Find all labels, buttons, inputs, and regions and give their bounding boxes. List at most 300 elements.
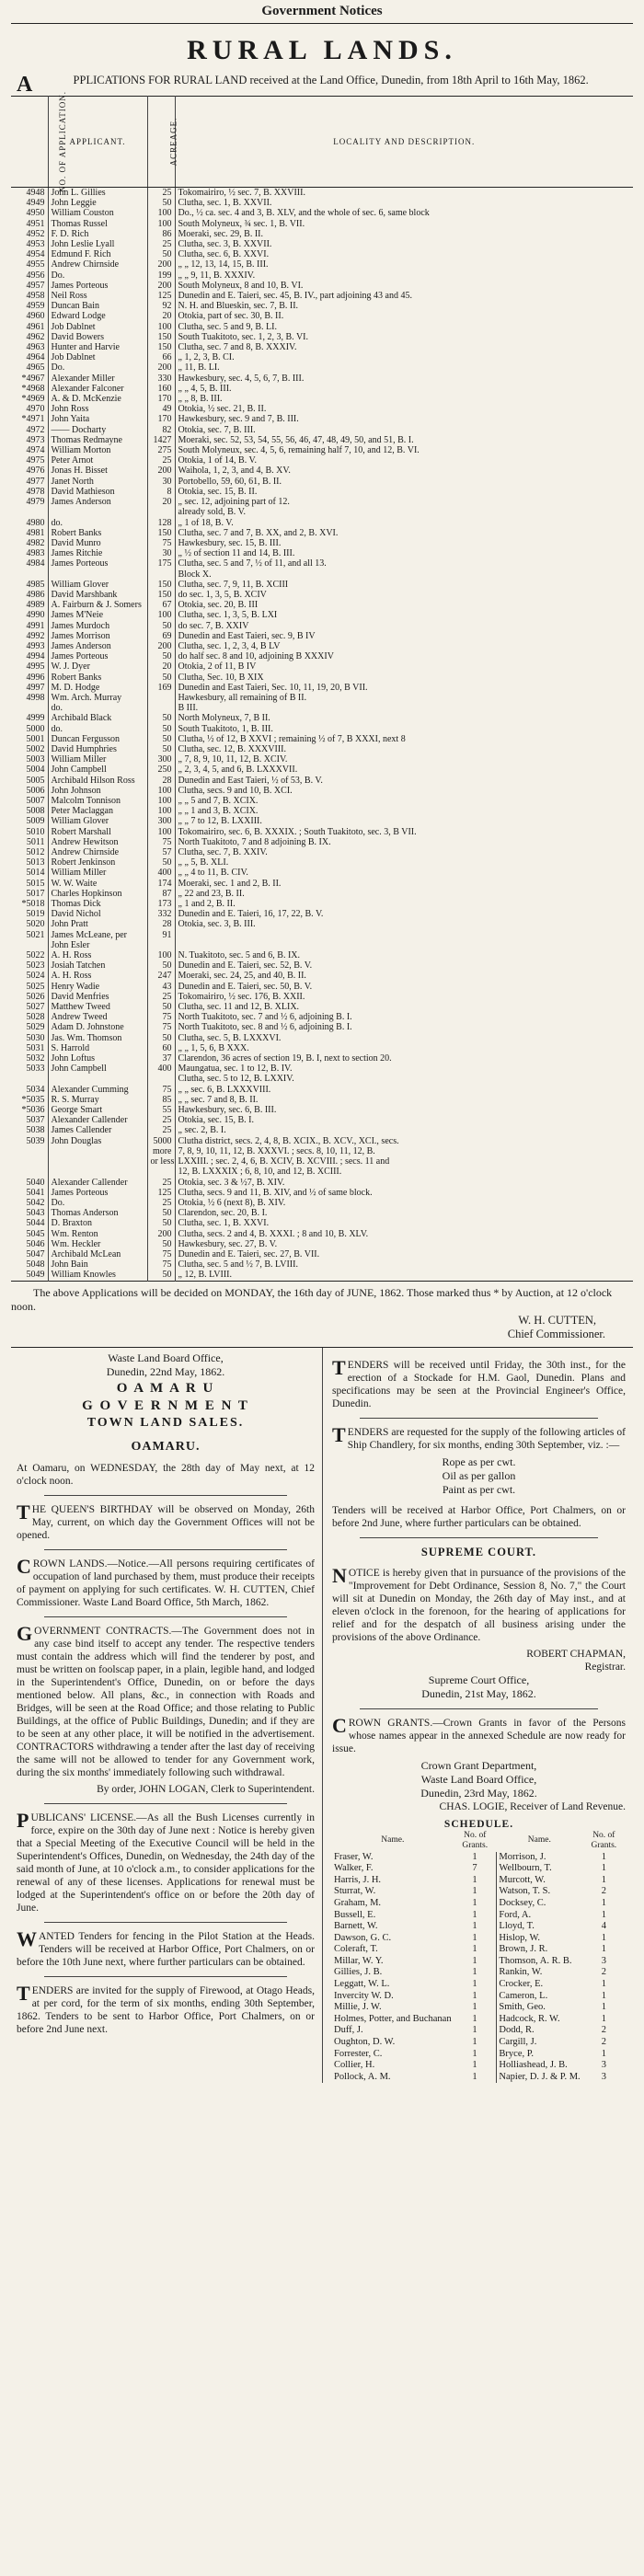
table-row bbox=[11, 816, 633, 826]
applicant-name: David Mathieson bbox=[48, 487, 147, 497]
application-no: 5038 bbox=[26, 1125, 45, 1136]
application-no: 4976 bbox=[26, 466, 45, 477]
acreage: 150 bbox=[147, 590, 175, 600]
acreage bbox=[147, 569, 175, 580]
table-row bbox=[11, 930, 633, 940]
application-no bbox=[11, 1074, 48, 1084]
grant-count: 1 bbox=[601, 2048, 606, 2059]
acreage: 50 bbox=[147, 1002, 175, 1012]
grantee-name: Barnett, W. bbox=[334, 1921, 378, 1932]
schedule-row bbox=[332, 2072, 626, 2084]
grantee-name: Smith, Geo. bbox=[497, 2002, 582, 2014]
applicant-name: Jas. Wm. Thomson bbox=[48, 1033, 147, 1043]
grantee-name: Graham, M. bbox=[334, 1897, 382, 1908]
applicant-name: D. Braxton bbox=[48, 1218, 147, 1228]
locality: „ „ 7 to 12, B. LXXIII. bbox=[175, 816, 633, 826]
schedule-header: Name. bbox=[381, 1835, 405, 1846]
grant-count: 2 bbox=[601, 1886, 606, 1897]
application-no: 5009 bbox=[26, 816, 45, 827]
chandlery-item: Rope as per cwt. bbox=[442, 1455, 516, 1468]
grant-count: 1 bbox=[472, 2025, 477, 2036]
application-no: 4950 bbox=[26, 208, 45, 219]
applicant-name: John Loftus bbox=[48, 1053, 147, 1064]
application-no: 5010 bbox=[26, 826, 45, 837]
acreage: 55 bbox=[147, 1105, 175, 1115]
application-no: 5023 bbox=[26, 960, 45, 972]
locality: Dunedin and East Taieri, sec. 9, B IV bbox=[175, 631, 633, 641]
grantee-name: Collier, H. bbox=[334, 2060, 375, 2071]
grant-count: 1 bbox=[472, 1851, 477, 1862]
application-no: 4956 bbox=[26, 270, 45, 281]
acreage: 170 bbox=[147, 394, 175, 404]
applicant-name: Alexander Cumming bbox=[48, 1085, 147, 1095]
acreage: 200 bbox=[147, 259, 175, 270]
applicant-name: William Miller bbox=[48, 754, 147, 765]
application-no: 4954 bbox=[26, 249, 45, 260]
acreage: more bbox=[147, 1146, 175, 1156]
grant-count: 1 bbox=[601, 1944, 606, 1955]
acreage: 25 bbox=[147, 1178, 175, 1188]
table-row bbox=[11, 1208, 633, 1218]
locality: Moeraki, sec. 52, 53, 54, 55, 56, 46, 47, 48, 49, 50, and 51, B. I. bbox=[175, 435, 633, 445]
commissioner-signature bbox=[11, 1313, 605, 1341]
applicant-name: Duncan Fergusson bbox=[48, 734, 147, 744]
locality: Tokomairiro, ½ sec. 176, B. XXII. bbox=[175, 992, 633, 1002]
locality: Dunedin and E. Taieri, sec. 52, B. V. bbox=[175, 960, 633, 971]
acreage bbox=[147, 940, 175, 950]
locality: Otokia, sec. 3 & ½7, B. XIV. bbox=[175, 1178, 633, 1188]
grants-office-1: Crown Grant Department, bbox=[420, 1758, 537, 1772]
locality: „ „ 4, 5, B. III. bbox=[175, 384, 633, 394]
application-no: 4973 bbox=[26, 434, 45, 445]
table-row bbox=[11, 425, 633, 435]
grant-count: 1 bbox=[472, 1944, 477, 1955]
applicant-name: James M'Neie bbox=[48, 610, 147, 620]
table-row bbox=[11, 558, 633, 569]
schedule-table bbox=[332, 1830, 626, 2084]
applicant-name: do. bbox=[48, 518, 147, 528]
decision-note: The above Applications will be decided on MONDAY, the 16th day of JUNE, 1862. Those marked thus * by Auction, at 12 o'clock noon. bbox=[11, 1285, 613, 1313]
grant-count: 3 bbox=[601, 1955, 606, 1966]
schedule-row bbox=[332, 1886, 626, 1898]
applicant-name: William Miller bbox=[48, 868, 147, 878]
applicant-name: M. D. Hodge bbox=[48, 683, 147, 693]
header-locality: LOCALITY AND DESCRIPTION. bbox=[175, 97, 633, 188]
locality: South Molyneux, ¾ sec. 1, B. VII. bbox=[175, 219, 633, 229]
locality: Clutha, sec. 1, 3, 5, B. LXI bbox=[175, 610, 633, 620]
locality: Dunedin and E. Taieri, 16, 17, 22, B. V. bbox=[175, 909, 633, 919]
locality: South Molyneux, sec. 4, 5, 6, remaining half 7, 10, and 12, B. VI. bbox=[175, 445, 633, 455]
header-acreage: ACREAGE. bbox=[147, 97, 175, 188]
applicant-name: Do. bbox=[48, 1198, 147, 1208]
applicant-name bbox=[48, 1074, 147, 1084]
wanted-notice: WANTED Tenders for fencing in the Pilot Station at the Heads. Tenders will be received at Harbor Office, Port Chalmers, on or before the 10th June next, where further particulars can be obtained. bbox=[17, 1926, 315, 1968]
table-row bbox=[11, 776, 633, 786]
applicant-name: David Humphries bbox=[48, 744, 147, 754]
applicant-name: Alexander Miller bbox=[48, 374, 147, 384]
grant-count: 2 bbox=[601, 2037, 606, 2048]
table-row bbox=[11, 1115, 633, 1125]
table-row bbox=[11, 1136, 633, 1146]
application-no: 5040 bbox=[26, 1177, 45, 1188]
acreage: 100 bbox=[147, 610, 175, 620]
grantee-name: Pollock, A. M. bbox=[334, 2071, 391, 2082]
sale-heading-1: O A M A R U bbox=[116, 1380, 215, 1396]
locality: Maungatua, sec. 1 to 12, B. IV. bbox=[175, 1064, 633, 1074]
table-row bbox=[11, 1105, 633, 1115]
application-no: 4952 bbox=[26, 228, 45, 239]
acreage: 100 bbox=[147, 786, 175, 796]
table-row bbox=[11, 683, 633, 693]
application-no: 5007 bbox=[26, 795, 45, 806]
application-no: 4977 bbox=[26, 476, 45, 487]
acreage: 92 bbox=[147, 301, 175, 311]
right-column bbox=[322, 1348, 633, 2084]
grantee-name: Murcott, W. bbox=[497, 1875, 582, 1887]
left-column bbox=[11, 1348, 322, 2084]
table-row bbox=[11, 1053, 633, 1064]
gazette-page bbox=[11, 0, 633, 2083]
application-no: 4993 bbox=[26, 640, 45, 651]
stockade-notice: TENDERS will be received until Friday, the 30th inst., for the erection of a Stockade for H.M. Gaol, Dunedin. Plans and specifications may be seen at the Provincial Engineer's Office, Dunedin. bbox=[332, 1355, 626, 1409]
grant-count: 1 bbox=[472, 2060, 477, 2071]
acreage: 128 bbox=[147, 518, 175, 528]
grant-count: 1 bbox=[472, 2071, 477, 2082]
table-row bbox=[11, 982, 633, 992]
locality: do sec. 1, 3, 5, B. XCIV bbox=[175, 590, 633, 600]
application-no: 4990 bbox=[26, 610, 45, 621]
grantee-name: Millar, W. Y. bbox=[334, 1955, 384, 1966]
applicant-name: Peter Arnot bbox=[48, 455, 147, 466]
application-no: 4965 bbox=[26, 362, 45, 374]
chandlery-item: Oil as per gallon bbox=[442, 1468, 516, 1482]
oamaru-notice: At Oamaru, on WEDNESDAY, the 28th day of May next, at 12 o'clock noon. bbox=[17, 1462, 315, 1487]
application-no: 4979 bbox=[26, 497, 45, 508]
application-no: 5015 bbox=[26, 878, 45, 889]
table-row bbox=[11, 879, 633, 889]
acreage: 100 bbox=[147, 806, 175, 816]
applicant-name: Archibald Black bbox=[48, 713, 147, 723]
applicant-name: W. W. Waite bbox=[48, 879, 147, 889]
schedule-row bbox=[332, 1979, 626, 1991]
divider bbox=[44, 1495, 287, 1496]
application-no: 4992 bbox=[26, 630, 45, 641]
acreage: 57 bbox=[147, 847, 175, 857]
table-row bbox=[11, 713, 633, 723]
application-no: 5039 bbox=[26, 1135, 45, 1146]
application-no: *5036 bbox=[21, 1105, 45, 1116]
table-row bbox=[11, 580, 633, 590]
locality: Dunedin and East Taieri, ½ of 53, B. V. bbox=[175, 776, 633, 786]
grant-count: 1 bbox=[601, 1990, 606, 2001]
grant-count: 1 bbox=[472, 1967, 477, 1978]
grantee-name: Holliashead, J. B. bbox=[497, 2060, 582, 2072]
locality: Clutha, sec. 7, B. XXIV. bbox=[175, 847, 633, 857]
application-no: 5004 bbox=[26, 765, 45, 776]
chandlery-tail: Tenders will be received at Harbor Office, Port Chalmers, on or before 2nd June, where further particulars can be obtained. bbox=[332, 1504, 626, 1529]
grantee-name: Harris, J. H. bbox=[334, 1874, 382, 1885]
table-row bbox=[11, 724, 633, 734]
court-date: Dunedin, 21st May, 1862. bbox=[421, 1686, 536, 1700]
applicant-name: Job Dablnet bbox=[48, 322, 147, 332]
locality: „ „ 4 to 11, B. CIV. bbox=[175, 868, 633, 878]
acreage: 332 bbox=[147, 909, 175, 919]
table-row bbox=[11, 1022, 633, 1032]
locality: „ 22 and 23, B. II. bbox=[175, 889, 633, 899]
applicant-name: A. H. Ross bbox=[48, 950, 147, 960]
locality: „ „ 5 and 7, B. XCIX. bbox=[175, 796, 633, 806]
locality: „ 1 and 2, B. II. bbox=[175, 899, 633, 909]
applicant-name: James Porteous bbox=[48, 1188, 147, 1198]
divider bbox=[360, 1418, 598, 1419]
acreage: 50 bbox=[147, 744, 175, 754]
application-no: 5024 bbox=[26, 971, 45, 982]
acreage: 75 bbox=[147, 538, 175, 548]
locality: Block X. bbox=[175, 569, 633, 580]
application-no bbox=[11, 940, 48, 950]
application-no: 5017 bbox=[26, 888, 45, 899]
applicant-name: Robert Jenkinson bbox=[48, 857, 147, 868]
applicant-name: Matthew Tweed bbox=[48, 1002, 147, 1012]
application-no: 5026 bbox=[26, 991, 45, 1002]
table-row bbox=[11, 219, 633, 229]
grant-count: 1 bbox=[601, 1979, 606, 1990]
locality: South Tuakitoto, sec. 1, 2, 3, B. VI. bbox=[175, 332, 633, 342]
commissioner-name: W. H. CUTTEN, bbox=[518, 1313, 596, 1327]
applicant-name: David Nichol bbox=[48, 909, 147, 919]
applicant-name: Thomas Russel bbox=[48, 219, 147, 229]
sale-heading-2: G O V E R N M E N T bbox=[82, 1397, 249, 1413]
grantee-name: Holmes, Potter, and Buchanan bbox=[334, 2013, 452, 2024]
grantee-name: Napier, D. J. & P. M. bbox=[497, 2072, 582, 2084]
locality: Tokomairiro, ½ sec. 7, B. XXVIII. bbox=[175, 188, 633, 199]
applicant-name: Alexander Falconer bbox=[48, 384, 147, 394]
applicant-name: Alexander Callender bbox=[48, 1115, 147, 1125]
acreage: 330 bbox=[147, 374, 175, 384]
application-no: 4951 bbox=[26, 218, 45, 229]
table-row bbox=[11, 621, 633, 631]
table-row bbox=[11, 940, 633, 950]
application-no: 4970 bbox=[26, 404, 45, 415]
locality: Dunedin and East Taieri, Sec. 10, 11, 19, 20, B VII. bbox=[175, 683, 633, 693]
applicant-name: do. bbox=[48, 724, 147, 734]
acreage: 175 bbox=[147, 558, 175, 569]
application-no: 4962 bbox=[26, 331, 45, 342]
grant-count: 2 bbox=[601, 1967, 606, 1978]
applicant-name: Do. bbox=[48, 362, 147, 373]
application-no: 4996 bbox=[26, 672, 45, 683]
locality: Otokia, 1 of 14, B. V. bbox=[175, 455, 633, 466]
acreage: 200 bbox=[147, 1229, 175, 1239]
schedule-header: No. of Grants. bbox=[591, 1830, 617, 1850]
drop-cap: A bbox=[17, 73, 33, 97]
applicant-name: David Munro bbox=[48, 538, 147, 548]
locality: Clutha, sec. 6, B. XXVI. bbox=[175, 249, 633, 259]
application-no: *4969 bbox=[21, 394, 45, 405]
office-line-1: Waste Land Board Office, bbox=[108, 1351, 224, 1364]
table-row bbox=[11, 693, 633, 703]
locality: Clutha, sec. 3, B. XXVII. bbox=[175, 239, 633, 249]
locality: LXXIII. ; sec. 2, 4, 6, B. XCIV, B. XCVIII. ; secs. 11 and bbox=[175, 1156, 633, 1167]
table-row bbox=[11, 1125, 633, 1135]
schedule-row bbox=[332, 1967, 626, 1979]
application-no: *4967 bbox=[21, 373, 45, 384]
application-no: 5027 bbox=[26, 1002, 45, 1013]
locality: Hawkesbury, sec. 4, 5, 6, 7, B. III. bbox=[175, 374, 633, 384]
locality: Clutha, secs. 9 and 10, B. XCI. bbox=[175, 786, 633, 796]
table-row bbox=[11, 631, 633, 641]
table-row bbox=[11, 950, 633, 960]
applicant-name: Charles Hopkinson bbox=[48, 889, 147, 899]
locality: Clutha, secs. 2 and 4, B. XXXI. ; 8 and 10, B. XLV. bbox=[175, 1229, 633, 1239]
grant-count: 1 bbox=[472, 1897, 477, 1908]
applicant-name: Jonas H. Bisset bbox=[48, 466, 147, 476]
grantee-name: Ford, A. bbox=[497, 1910, 582, 1922]
applicant-name: Thomas Redmayne bbox=[48, 435, 147, 445]
table-row bbox=[11, 208, 633, 218]
application-no: 4958 bbox=[26, 291, 45, 302]
applicant-name: Andrew Chirnside bbox=[48, 847, 147, 857]
applicant-name: John Leggie bbox=[48, 198, 147, 208]
acreage: 50 bbox=[147, 673, 175, 683]
acreage: 100 bbox=[147, 827, 175, 837]
acreage: 75 bbox=[147, 1022, 175, 1032]
application-no: 5049 bbox=[26, 1270, 45, 1281]
applicant-name: James Anderson bbox=[48, 497, 147, 507]
locality: 12, B. LXXXIX ; 6, 8, 10, and 12, B. XCIII. bbox=[175, 1167, 633, 1177]
grantee-name: Coleraft, T. bbox=[334, 1944, 378, 1955]
applicant-name: William Glover bbox=[48, 816, 147, 826]
acreage: 49 bbox=[147, 404, 175, 414]
grantee-name: Lloyd, T. bbox=[497, 1921, 582, 1933]
applicant-name: Andrew Hewitson bbox=[48, 837, 147, 847]
applicant-name: James Murdoch bbox=[48, 621, 147, 631]
grant-count: 1 bbox=[472, 2048, 477, 2059]
locality: South Tuakitoto, 1, B. III. bbox=[175, 724, 633, 734]
applicant-name: Edmund F. Rich bbox=[48, 249, 147, 259]
applicant-name: James McLeane, per bbox=[48, 930, 147, 940]
table-row bbox=[11, 1178, 633, 1188]
application-no: 5013 bbox=[26, 857, 45, 868]
table-row bbox=[11, 847, 633, 857]
applicant-name: John Esler bbox=[48, 940, 147, 950]
application-no: 5011 bbox=[26, 836, 45, 847]
application-no bbox=[11, 703, 48, 713]
table-row bbox=[11, 466, 633, 476]
acreage: 20 bbox=[147, 311, 175, 321]
table-row bbox=[11, 673, 633, 683]
application-no: *4968 bbox=[21, 383, 45, 394]
table-header-row bbox=[11, 97, 633, 188]
acreage: 247 bbox=[147, 971, 175, 981]
acreage: 69 bbox=[147, 631, 175, 641]
locality bbox=[175, 940, 633, 950]
acreage: 87 bbox=[147, 889, 175, 899]
table-row bbox=[11, 1259, 633, 1270]
applicant-name bbox=[48, 1146, 147, 1156]
application-no bbox=[11, 1146, 48, 1156]
applicant-name: David Marshbank bbox=[48, 590, 147, 600]
applicant-name: F. D. Rich bbox=[48, 229, 147, 239]
acreage: 25 bbox=[147, 455, 175, 466]
locality: Clutha, sec. 1, B. XXVII. bbox=[175, 198, 633, 208]
application-no: 4982 bbox=[26, 537, 45, 548]
schedule-row bbox=[332, 1956, 626, 1968]
header-application-no: NO. OF APPLICATION. bbox=[11, 97, 48, 188]
table-row bbox=[11, 301, 633, 311]
locality: Hawkesbury, sec. 6, B. III. bbox=[175, 1105, 633, 1115]
application-no: 5025 bbox=[26, 981, 45, 992]
locality: South Molyneux, 8 and 10, B. VI. bbox=[175, 281, 633, 291]
acreage: 150 bbox=[147, 342, 175, 352]
applicant-name: Wm. Heckler bbox=[48, 1239, 147, 1249]
application-no: 5048 bbox=[26, 1259, 45, 1271]
locality: North Tuakitoto, sec. 7 and ½ 6, adjoining B. I. bbox=[175, 1012, 633, 1022]
locality: Hawkesbury, sec. 27, B. V. bbox=[175, 1239, 633, 1249]
acreage: 50 bbox=[147, 1239, 175, 1249]
application-no: 4997 bbox=[26, 682, 45, 693]
locality: „ „ 9, 11, B. XXXIV. bbox=[175, 270, 633, 281]
acreage bbox=[147, 693, 175, 703]
applicant-name: Archibald Hilson Ross bbox=[48, 776, 147, 786]
header-applicant: APPLICANT. bbox=[48, 97, 147, 188]
locality: „ „ 5, B. XLI. bbox=[175, 857, 633, 868]
application-no: 4975 bbox=[26, 455, 45, 466]
grant-count: 1 bbox=[472, 1979, 477, 1990]
locality: already sold, B. V. bbox=[175, 507, 633, 517]
acreage: 66 bbox=[147, 352, 175, 362]
table-row bbox=[11, 837, 633, 847]
grantee-name: Forrester, C. bbox=[334, 2048, 383, 2059]
applicant-name: Alexander Callender bbox=[48, 1178, 147, 1188]
acreage: 275 bbox=[147, 445, 175, 455]
acreage: 50 bbox=[147, 1218, 175, 1228]
applicant-name: John L. Gillies bbox=[48, 188, 147, 199]
table-row bbox=[11, 1064, 633, 1074]
locality: Clutha, sec. 7 and 8, B. XXXIV. bbox=[175, 342, 633, 352]
grantee-name: Walker, F. bbox=[334, 1863, 374, 1874]
schedule-header: Name. bbox=[527, 1835, 551, 1846]
applicant-name bbox=[48, 569, 147, 580]
acreage: 150 bbox=[147, 332, 175, 342]
table-row bbox=[11, 281, 633, 291]
grant-count: 1 bbox=[601, 1909, 606, 1920]
acreage: 199 bbox=[147, 270, 175, 281]
acreage: 25 bbox=[147, 239, 175, 249]
grant-count: 1 bbox=[472, 1909, 477, 1920]
acreage: 50 bbox=[147, 198, 175, 208]
application-no: 4961 bbox=[26, 321, 45, 332]
locality: Clutha, sec. 1, 2, 3, 4, B LV bbox=[175, 641, 633, 651]
acreage: 100 bbox=[147, 796, 175, 806]
intro-text: PPLICATIONS FOR RURAL LAND received at the Land Office, Dunedin, from 18th April to 16th May, 1862. bbox=[73, 74, 589, 86]
applicant-name: James Ritchie bbox=[48, 548, 147, 558]
application-no bbox=[11, 1156, 48, 1167]
acreage: 300 bbox=[147, 816, 175, 826]
table-row bbox=[11, 909, 633, 919]
locality: Clutha, sec. 5 and 9, B. LI. bbox=[175, 322, 633, 332]
application-no: 4955 bbox=[26, 259, 45, 270]
acreage: 200 bbox=[147, 362, 175, 373]
contracts-signature: By order, JOHN LOGAN, Clerk to Superintendent. bbox=[97, 1783, 315, 1795]
schedule-row bbox=[332, 1898, 626, 1910]
grant-count: 1 bbox=[472, 1990, 477, 2001]
applicant-name bbox=[48, 1156, 147, 1167]
applicant-name: Andrew Tweed bbox=[48, 1012, 147, 1022]
applicant-name: Robert Marshall bbox=[48, 827, 147, 837]
grantee-name: Bryce, P. bbox=[497, 2049, 582, 2061]
locality: Clutha, sec. 12, B. XXXVIII. bbox=[175, 744, 633, 754]
